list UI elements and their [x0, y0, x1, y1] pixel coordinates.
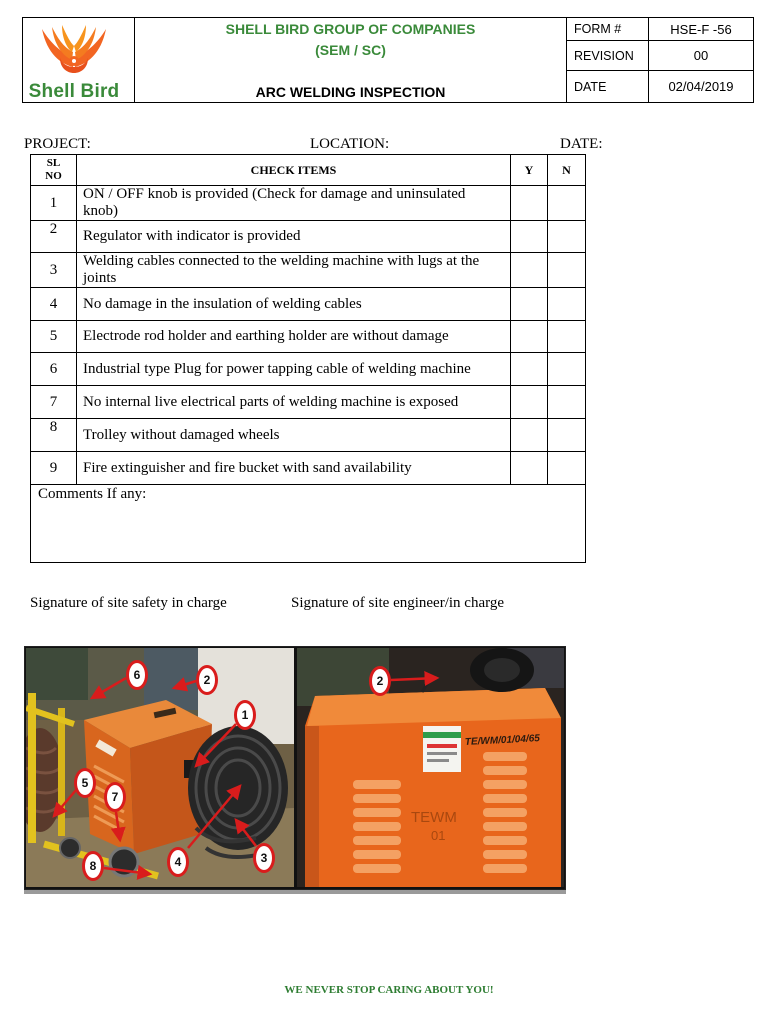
company-subtitle: (SEM / SC) [315, 42, 386, 58]
meta-value: 00 [693, 48, 709, 63]
company-name: SHELL BIRD GROUP OF COMPANIES [225, 21, 476, 37]
stencil-marking: 01 [431, 828, 446, 843]
form-title: ARC WELDING INSPECTION [255, 84, 446, 100]
check-item-text: Electrode rod holder and earthing holder are without damage [77, 321, 511, 353]
photo-frame-bottom-line [24, 890, 566, 894]
no-mark-cell [548, 253, 586, 288]
checklist-table [30, 154, 586, 563]
comments-label: Comments If any: [31, 485, 586, 563]
yes-mark-cell [511, 253, 548, 288]
checklist-row [31, 321, 586, 353]
annotation-marker: 1 [234, 700, 256, 730]
meta-label: DATE [567, 71, 649, 102]
sl-number: 5 [31, 321, 77, 353]
no-header: N [548, 155, 586, 186]
meta-row-date [567, 71, 753, 102]
inspection-sticker [423, 726, 461, 772]
sl-number: 3 [31, 253, 77, 288]
sl-no-header: SL NO [31, 155, 77, 186]
check-item-text: ON / OFF knob is provided (Check for damage and uninsulated knob) [77, 186, 511, 221]
check-item-text: Regulator with indicator is provided [77, 221, 511, 253]
sl-number: 9 [31, 452, 77, 485]
signature-safety-label: Signature of site safety in charge [30, 595, 227, 611]
checklist-row [31, 221, 586, 253]
shell-bird-logo-icon [39, 23, 109, 81]
meta-label: FORM # [567, 18, 649, 40]
stencil-marking: TEWM [411, 809, 457, 826]
annotation-marker: 3 [253, 843, 275, 873]
checklist-row [31, 419, 586, 452]
checklist-row [31, 386, 586, 419]
sl-number: 4 [31, 288, 77, 321]
vent-slots-right [483, 752, 527, 873]
annotation-marker: 8 [82, 851, 104, 881]
yes-mark-cell [511, 221, 548, 253]
project-label: PROJECT: [24, 136, 91, 152]
no-mark-cell [548, 419, 586, 452]
welding-machine-photo-left [26, 648, 294, 887]
no-mark-cell [548, 186, 586, 221]
no-mark-cell [548, 321, 586, 353]
welding-machine-photo-right [297, 648, 564, 887]
yes-mark-cell [511, 419, 548, 452]
checklist-row [31, 186, 586, 221]
annotation-marker: 2 [196, 665, 218, 695]
check-item-text: No damage in the insulation of welding cables [77, 288, 511, 321]
yes-mark-cell [511, 353, 548, 386]
meta-row-revision [567, 41, 753, 71]
yes-mark-cell [511, 321, 548, 353]
no-mark-cell [548, 221, 586, 253]
no-mark-cell [548, 288, 586, 321]
sl-number: 8 [31, 419, 77, 452]
annotation-marker: 6 [126, 660, 148, 690]
yes-mark-cell [511, 386, 548, 419]
location-label: LOCATION: [310, 136, 390, 152]
check-item-text: Industrial type Plug for power tapping cable of welding machine [77, 353, 511, 386]
comments-row [31, 485, 586, 563]
meta-value: 02/04/2019 [668, 79, 734, 94]
yes-header: Y [511, 155, 548, 186]
annotation-marker: 4 [167, 847, 189, 877]
sl-number: 7 [31, 386, 77, 419]
sl-number: 6 [31, 353, 77, 386]
meta-label: REVISION [567, 41, 649, 70]
annotation-marker: 2 [369, 666, 391, 696]
yes-mark-cell [511, 186, 548, 221]
check-item-text: Welding cables connected to the welding machine with lugs at the joints [77, 253, 511, 288]
logo-cell [23, 18, 135, 102]
check-item-text: Trolley without damaged wheels [77, 419, 511, 452]
meta-row-form-number [567, 18, 753, 41]
annotation-marker: 7 [104, 782, 126, 812]
trolley-wheel [60, 838, 80, 858]
machine-id-marking: TE/WM/01/04/65 [464, 733, 541, 748]
sl-number: 1 [31, 186, 77, 221]
checklist-row [31, 288, 586, 321]
photo-right-scene [297, 648, 564, 887]
yes-mark-cell [511, 288, 548, 321]
meta-value: HSE-F -56 [670, 21, 732, 37]
form-meta-table [567, 18, 753, 102]
check-items-header: CHECK ITEMS [77, 155, 511, 186]
check-item-text: Fire extinguisher and fire bucket with sand availability [77, 452, 511, 485]
checklist-header-row [31, 155, 586, 186]
no-mark-cell [548, 353, 586, 386]
logo-wordmark: Shell Bird [28, 81, 120, 102]
no-mark-cell [548, 452, 586, 485]
annotation-marker: 5 [74, 768, 96, 798]
checklist-row [31, 353, 586, 386]
sl-number: 2 [31, 221, 77, 253]
checklist-row [31, 253, 586, 288]
form-header [22, 17, 754, 103]
footer-tagline: WE NEVER STOP CARING ABOUT YOU! [284, 984, 494, 996]
check-item-text: No internal live electrical parts of welding machine is exposed [77, 386, 511, 419]
yes-mark-cell [511, 452, 548, 485]
title-cell [135, 18, 567, 102]
checklist-row [31, 452, 586, 485]
no-mark-cell [548, 386, 586, 419]
date-label: DATE: [560, 136, 603, 152]
signature-engineer-label: Signature of site engineer/in charge [291, 595, 504, 611]
